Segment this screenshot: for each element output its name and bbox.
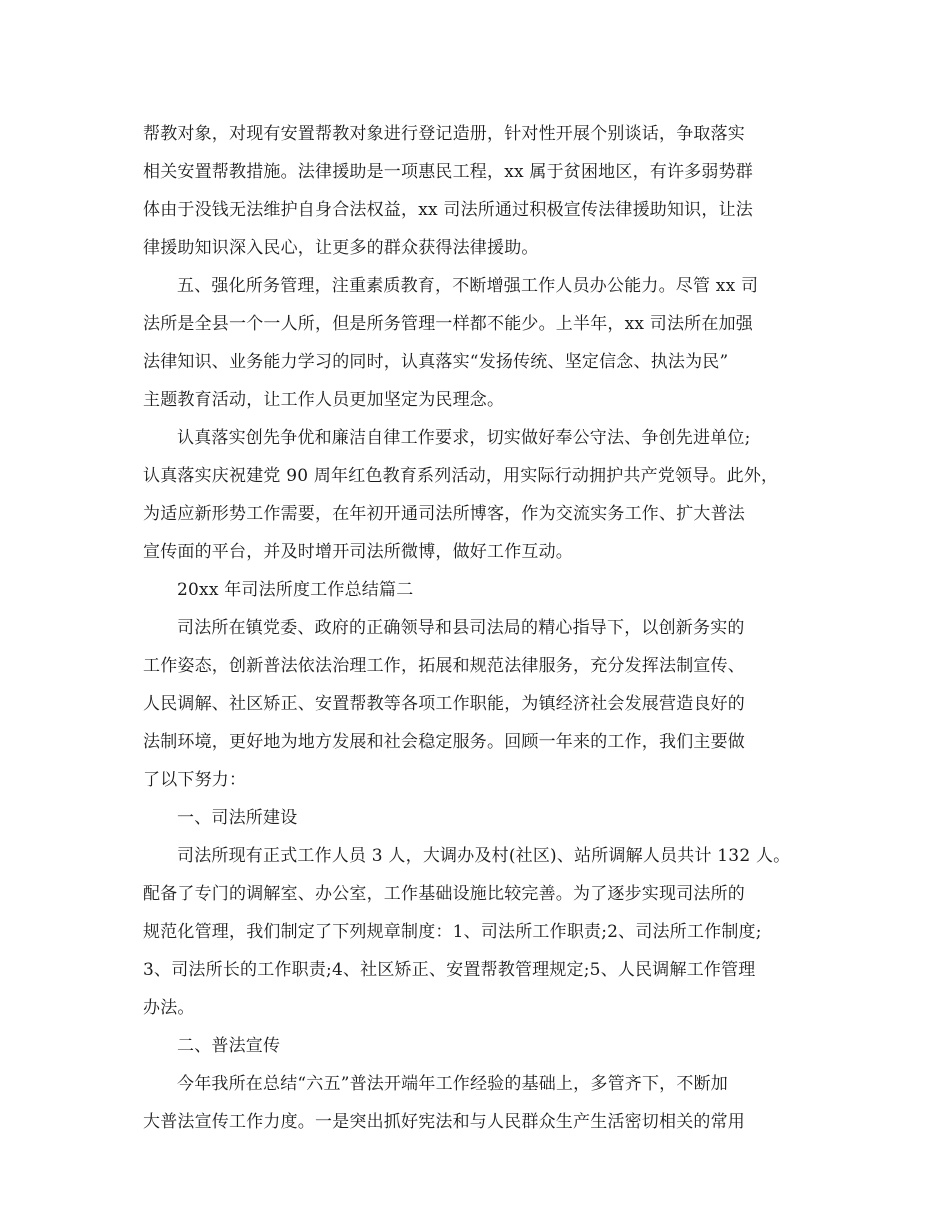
text-line: 法制环境，更好地为地方发展和社会稳定服务。回顾一年来的工作，我们主要做 [143, 732, 745, 752]
text-line: 宣传面的平台，并及时增开司法所微博，做好工作互动。 [143, 542, 573, 562]
text-line: 为适应新形势工作需要，在年初开通司法所博客，作为交流实务工作、扩大普法 [143, 504, 745, 524]
text-line: 体由于没钱无法维护自身合法权益，xx 司法所通过积极宣传法律援助知识，让法 [143, 200, 753, 220]
paragraph-start-line: 司法所在镇党委、政府的正确领导和县司法局的精心指导下，以创新务实的 [177, 618, 745, 638]
text-line: 主题教育活动，让工作人员更加坚定为民理念。 [143, 390, 505, 410]
section-heading: 一、司法所建设 [177, 808, 298, 828]
text-line: 了以下努力： [143, 770, 247, 790]
paragraph-start-line: 认真落实创先争优和廉洁自律工作要求，切实做好奉公守法、争创先进单位; [177, 428, 751, 448]
text-line: 法律知识、业务能力学习的同时，认真落实“发扬传统、坚定信念、执法为民” [143, 352, 729, 372]
text-line: 配备了专门的调解室、办公室，工作基础设施比较完善。为了逐步实现司法所的 [143, 884, 745, 904]
paragraph-start-line: 司法所现有正式工作人员 3 人，大调办及村(社区)、站所调解人员共计 132 人。 [177, 846, 791, 866]
text-line: 认真落实庆祝建党 90 周年红色教育系列活动，用实际行动拥护共产党领导。此外， [143, 466, 779, 486]
text-line: 律援助知识深入民心，让更多的群众获得法律援助。 [143, 238, 539, 258]
paragraph-start-line: 五、强化所务管理，注重素质教育，不断增强工作人员办公能力。尽管 xx 司 [177, 276, 759, 296]
text-line: 工作姿态，创新普法依法治理工作，拓展和规范法律服务，充分发挥法制宣传、 [143, 656, 745, 676]
text-line: 3、司法所长的工作职责;4、社区矫正、安置帮教管理规定;5、人民调解工作管理 [143, 960, 756, 980]
paragraph-start-line: 今年我所在总结“六五”普法开端年工作经验的基础上，多管齐下，不断加 [177, 1074, 728, 1094]
section-title: 20xx 年司法所度工作总结篇二 [177, 580, 414, 600]
text-line: 人民调解、社区矫正、安置帮教等各项工作职能，为镇经济社会发展营造良好的 [143, 694, 745, 714]
text-line: 规范化管理，我们制定了下列规章制度：1、司法所工作职责;2、司法所工作制度; [143, 922, 762, 942]
section-heading: 二、普法宣传 [177, 1036, 281, 1056]
text-line: 办法。 [143, 998, 195, 1018]
text-line: 法所是全县一个一人所，但是所务管理一样都不能少。上半年，xx 司法所在加强 [143, 314, 753, 334]
text-line: 相关安置帮教措施。法律援助是一项惠民工程，xx 属于贫困地区，有许多弱势群 [143, 162, 753, 182]
text-line: 大普法宣传工作力度。一是突出抓好宪法和与人民群众生产生活密切相关的常用 [143, 1112, 745, 1132]
text-line: 帮教对象，对现有安置帮教对象进行登记造册，针对性开展个别谈话，争取落实 [143, 124, 745, 144]
